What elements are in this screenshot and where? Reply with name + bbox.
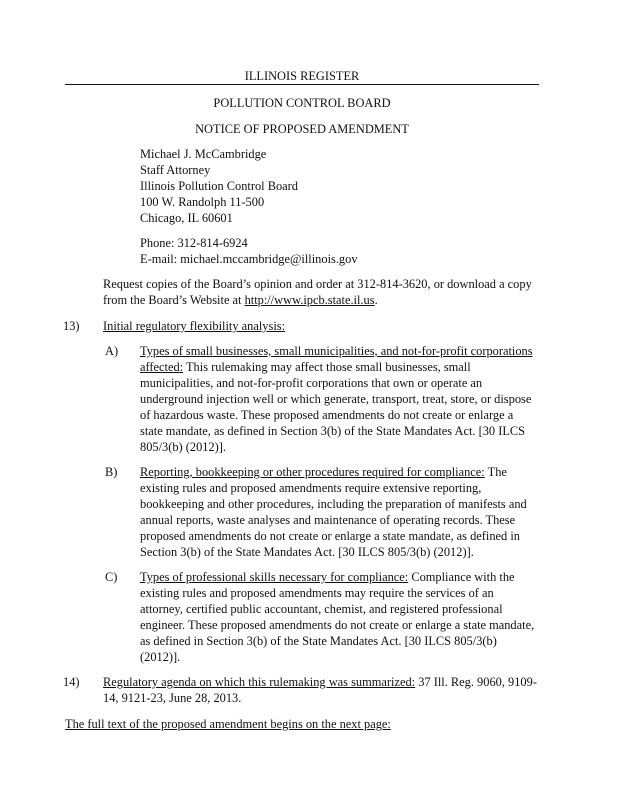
footer-note: The full text of the proposed amendment begins on the next page:	[65, 717, 391, 731]
agency-title: POLLUTION CONTROL BOARD	[213, 96, 391, 110]
contact-email: E-mail: michael.mccambridge@illinois.gov	[140, 252, 358, 266]
subitem-b	[105, 464, 538, 560]
item-14	[63, 674, 538, 706]
subitem-letter: B)	[105, 465, 118, 479]
notice-title: NOTICE OF PROPOSED AMENDMENT	[195, 122, 409, 136]
item-heading: Initial regulatory flexibility analysis:	[103, 319, 286, 333]
contact-name: Michael J. McCambridge	[140, 147, 267, 161]
subitem-text: Types of professional skills necessary for compliance: Compliance with the existing rules and proposed amendments may require the services of an attorney, certified public accountant, chemist, and registered professional engineer. These proposed amendments do not create or enlarge a state mandate, as defined in Section 3(b) of the State Mandates Act. [30 ILCS 805/3(b) (2012)].	[140, 570, 535, 664]
contact-block	[140, 146, 538, 267]
website-link[interactable]: http://www.ipcb.state.il.us	[244, 293, 375, 307]
header-rule	[65, 84, 539, 85]
item-number: 13)	[63, 319, 80, 333]
subitem-text: Reporting, bookkeeping or other procedures required for compliance: The existing rules and proposed amendments require extensive reporting, bookkeeping and other procedures, including the preparation of manifests and annual reports, waste analyses and maintenance of operating records. These proposed amendments do not create or enlarge a state mandate, as defined in Section 3(b) of the State Mandates Act. [30 ILCS 805/3(b) (2012)].	[140, 465, 527, 559]
contact-address: 100 W. Randolph 11-500	[140, 195, 265, 209]
contact-org: Illinois Pollution Control Board	[140, 179, 298, 193]
register-title: ILLINOIS REGISTER	[244, 69, 360, 83]
subitem-a	[105, 343, 538, 455]
item-number: 14)	[63, 675, 80, 689]
request-paragraph: Request copies of the Board’s opinion and order at 312-814-3620, or download a copy from the Board’s Website at http://www.ipcb.state.il.us.	[103, 277, 532, 307]
contact-phone: Phone: 312-814-6924	[140, 236, 248, 250]
subitem-letter: C)	[105, 570, 118, 584]
subitem-c	[105, 569, 538, 665]
item-13	[63, 318, 538, 334]
contact-title: Staff Attorney	[140, 163, 211, 177]
item-text: Regulatory agenda on which this rulemaking was summarized: 37 Ill. Reg. 9060, 9109-14, 9121-23, June 28, 2013.	[103, 675, 537, 705]
subitem-text: Types of small businesses, small municipalities, and not-for-profit corporations affected: This rulemaking may affect those small businesses, small municipalities, and not-for-profit corporations that own or operate an underground injection well or which generate, transport, treat, store, or dispose of hazardous waste. These proposed amendments do not create or enlarge a state mandate, as defined in Section 3(b) of the State Mandates Act. [30 ILCS 805/3(b) (2012)].	[140, 344, 533, 454]
contact-city: Chicago, IL 60601	[140, 211, 233, 225]
subitem-letter: A)	[105, 344, 119, 358]
